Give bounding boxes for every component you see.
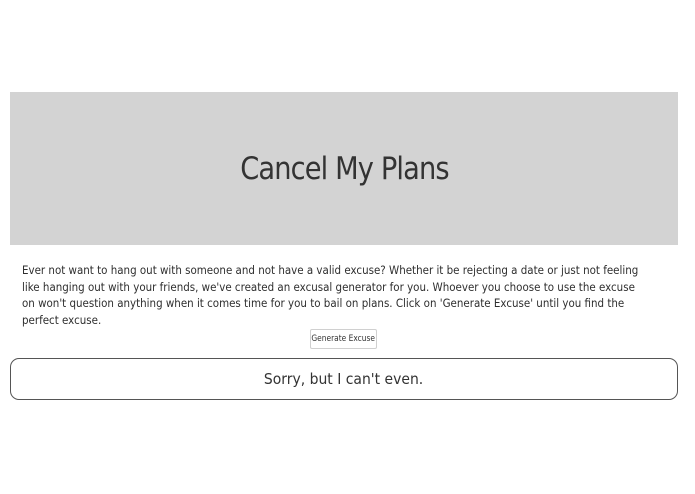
excuse-text: Sorry, but I can't even. xyxy=(264,370,424,388)
intro-description: Ever not want to hang out with someone and not have a valid excuse? Whether it be rejecting a date or just not feeling like hanging out with your friends, we've created an excusal generator for you. Whoever you choose to use the excuse on won't question anything when it comes time for you to bail on plans. Click on 'Generate Excuse' until you find the perfect excuse. xyxy=(22,264,639,327)
generate-excuse-button-label: Generate Excuse xyxy=(311,334,376,344)
hero-banner xyxy=(10,92,678,245)
generate-excuse-button[interactable] xyxy=(310,329,377,349)
page-title: Cancel My Plans xyxy=(239,150,449,187)
excuse-output-box xyxy=(10,358,678,400)
